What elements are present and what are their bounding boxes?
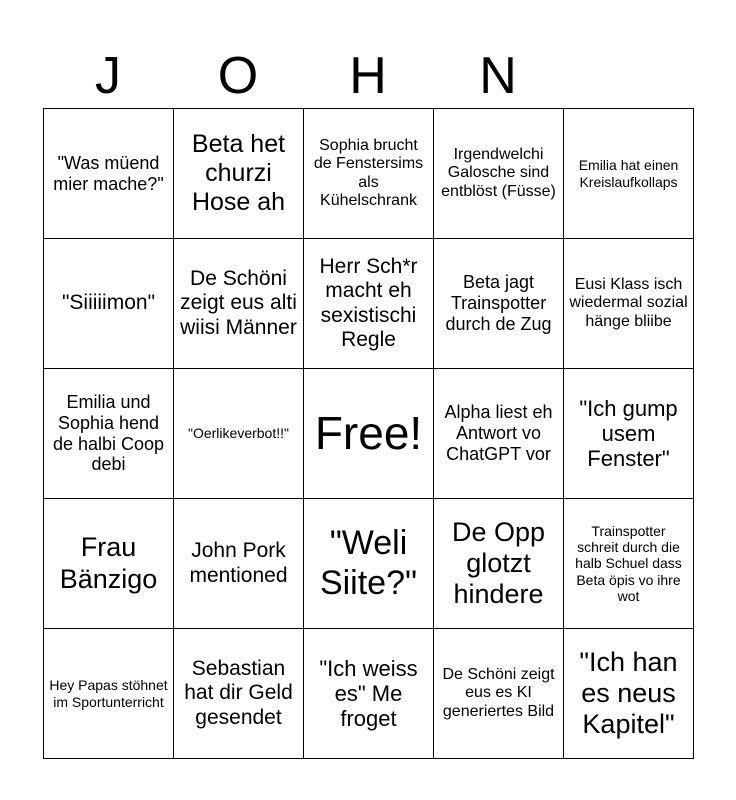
bingo-cell[interactable]: Eusi Klass isch wiedermal sozial hänge bliibe — [564, 239, 694, 369]
bingo-cell[interactable]: De Schöni zeigt eus alti wiisi Männer — [174, 239, 304, 369]
bingo-cell[interactable]: De Schöni zeigt eus es KI generiertes Bild — [434, 629, 564, 759]
bingo-cell[interactable]: "Was müend mier mache?" — [44, 109, 174, 239]
bingo-title — [43, 46, 693, 106]
bingo-cell[interactable]: Frau Bänzigo — [44, 499, 174, 629]
bingo-cell[interactable]: Herr Sch*r macht eh sexistischi Regle — [304, 239, 434, 369]
title-letter-1: J — [95, 47, 121, 105]
bingo-cell[interactable]: "Ich gump usem Fenster" — [564, 369, 694, 499]
bingo-cell[interactable]: Sophia brucht de Fenstersims als Kühelschrank — [304, 109, 434, 239]
title-letter-2: O — [217, 47, 259, 105]
board-row — [44, 499, 694, 629]
bingo-cell[interactable]: "Weli Siite?" — [304, 499, 434, 629]
free-cell[interactable]: Free! — [304, 369, 434, 499]
bingo-cell[interactable]: Beta jagt Trainspotter durch de Zug — [434, 239, 564, 369]
bingo-cell[interactable]: De Opp glotzt hindere — [434, 499, 564, 629]
bingo-cell[interactable]: Irgendwelchi Galosche sind entblöst (Füsse) — [434, 109, 564, 239]
bingo-cell[interactable]: "Siiiiimon" — [44, 239, 174, 369]
board-row — [44, 239, 694, 369]
bingo-cell[interactable]: John Pork mentioned — [174, 499, 304, 629]
bingo-cell[interactable]: "Oerlikeverbot!!" — [174, 369, 304, 499]
bingo-cell[interactable]: "Ich weiss es" Me froget — [304, 629, 434, 759]
bingo-board — [43, 108, 694, 759]
bingo-cell[interactable]: Sebastian hat dir Geld gesendet — [174, 629, 304, 759]
bingo-cell[interactable]: Emilia und Sophia hend de halbi Coop debi — [44, 369, 174, 499]
bingo-cell[interactable]: Alpha liest eh Antwort vo ChatGPT vor — [434, 369, 564, 499]
bingo-cell[interactable]: Emilia hat einen Kreislaufkollaps — [564, 109, 694, 239]
bingo-cell[interactable]: Hey Papas stöhnet im Sportunterricht — [44, 629, 174, 759]
bingo-cell[interactable]: Trainspotter schreit durch die halb Schuel dass Beta öpis vo ihre wot — [564, 499, 694, 629]
bingo-cell[interactable]: "Ich han es neus Kapitel" — [564, 629, 694, 759]
title-letter-3: H — [349, 47, 387, 105]
title-letter-4: N — [479, 47, 517, 105]
board-row — [44, 109, 694, 239]
board-row — [44, 369, 694, 499]
bingo-cell[interactable]: Beta het churzi Hose ah — [174, 109, 304, 239]
board-row — [44, 629, 694, 759]
